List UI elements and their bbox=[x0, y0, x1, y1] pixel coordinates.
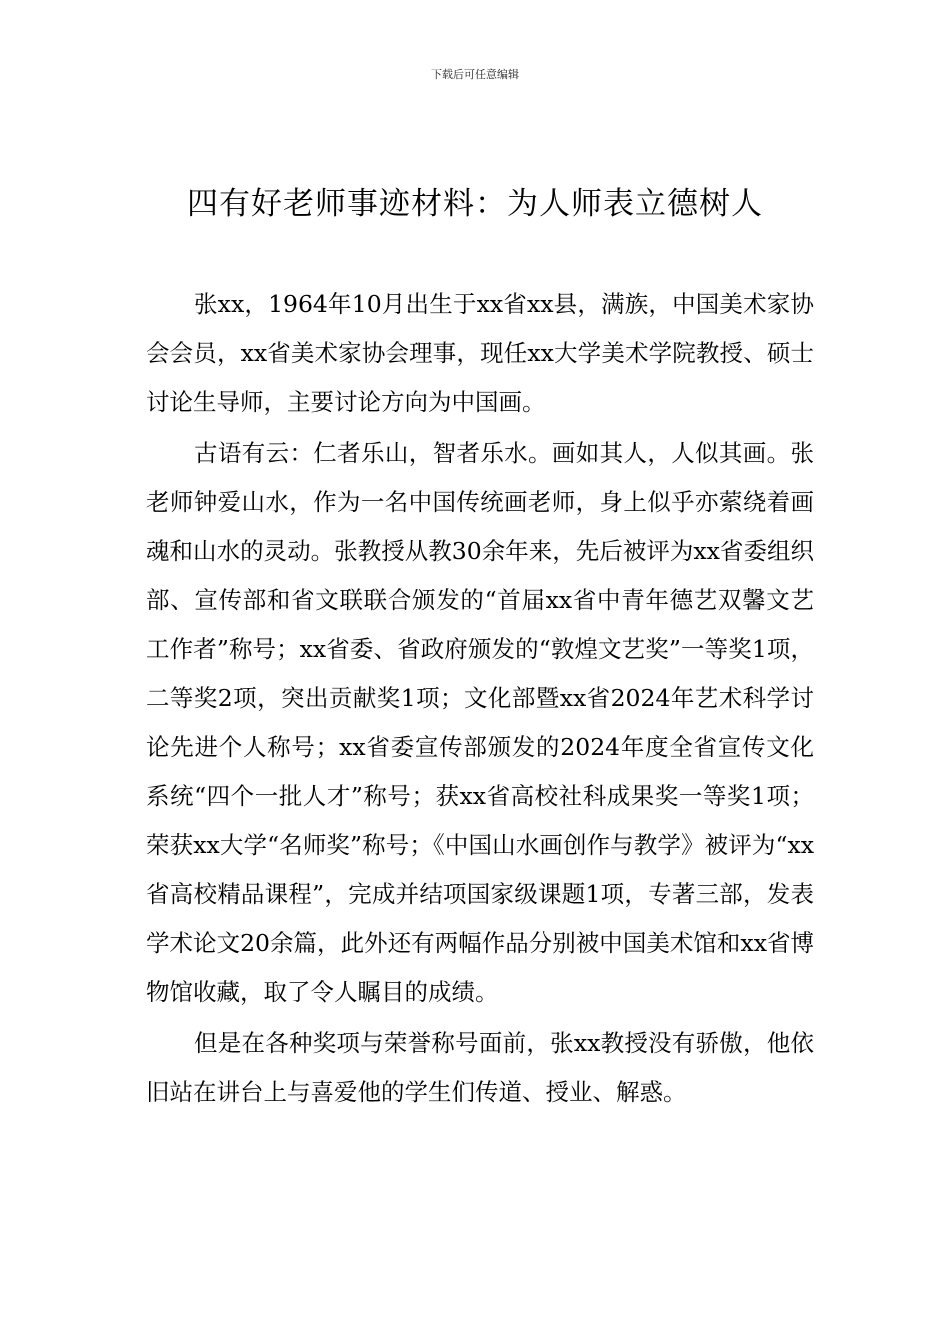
document-body bbox=[146, 280, 814, 1119]
paragraph-achievements: 古语有云：仁者乐山，智者乐水。画如其人，人似其画。张老师钟爱山水，作为一名中国传统画老师，身上似乎亦萦绕着画魂和山水的灵动。张教授从教30余年来，先后被评为xx省委组织部、宣传部和省文联联合颁发的“首届xx省中青年德艺双馨文艺工作者”称号；xx省委、省政府颁发的“敦煌文艺奖”一等奖1项，二等奖2项，突出贡献奖1项；文化部暨xx省2024年艺术科学讨论先进个人称号；xx省委宣传部颁发的2024年度全省宣传文化系统“四个一批人才”称号；获xx省高校社科成果奖一等奖1项；荣获xx大学“名师奖”称号；《中国山水画创作与教学》被评为“xx省高校精品课程”，完成并结项国家级课题1项，专著三部，发表学术论文20余篇，此外还有两幅作品分别被中国美术馆和xx省博物馆收藏，取了令人瞩目的成绩。 bbox=[146, 439, 814, 1006]
document-title: 四有好老师事迹材料：为人师表立德树人 bbox=[187, 186, 763, 222]
paragraph-intro: 张xx，1964年10月出生于xx省xx县，满族，中国美术家协会会员，xx省美术家协会理事，现任xx大学美术学院教授、硕士讨论生导师，主要讨论方向为中国画。 bbox=[146, 290, 814, 416]
paragraph-teaching: 但是在各种奖项与荣誉称号面前，张xx教授没有骄傲，他依旧站在讲台上与喜爱他的学生们传道、授业、解惑。 bbox=[146, 1029, 814, 1106]
header-note: 下载后可任意编辑 bbox=[431, 68, 519, 81]
